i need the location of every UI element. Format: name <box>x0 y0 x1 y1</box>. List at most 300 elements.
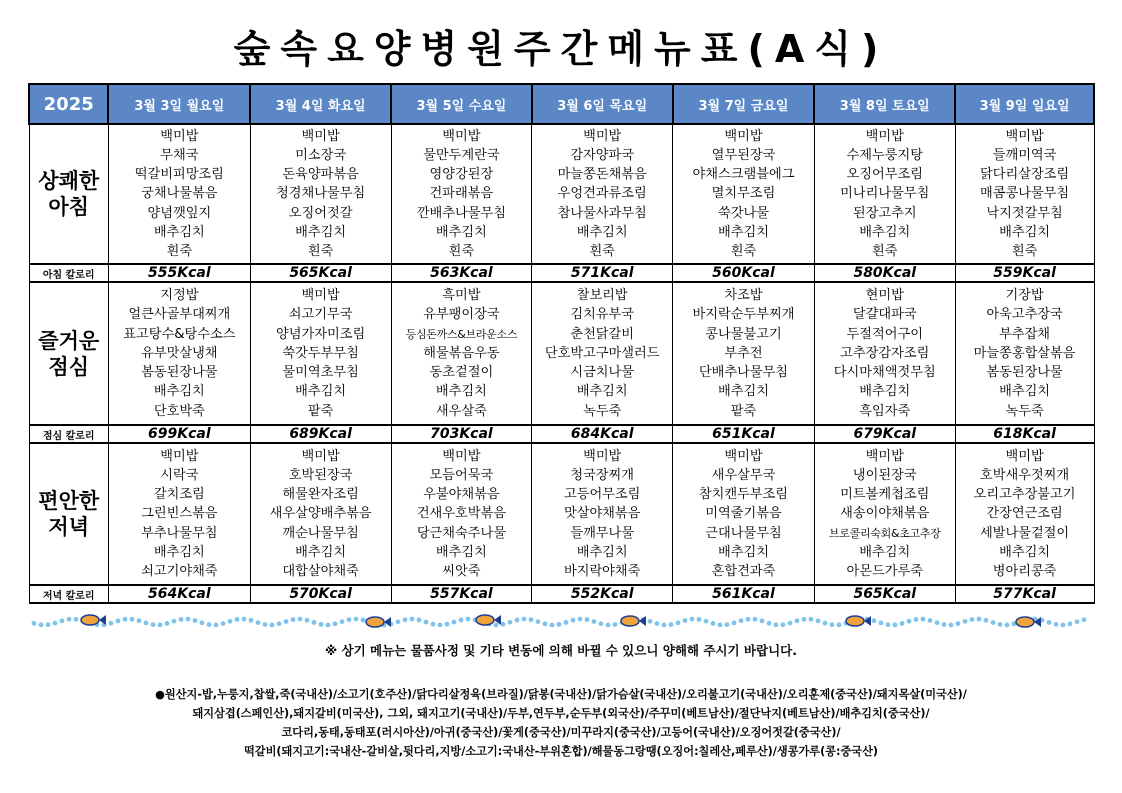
dish-item: 찰보리밥 <box>576 288 628 304</box>
dish-item: 팥죽 <box>730 403 757 419</box>
wave-dot <box>767 621 772 626</box>
wave-dot <box>823 621 828 626</box>
dish-item: 기장밥 <box>1005 288 1044 304</box>
dish-item: 달걀대파국 <box>852 307 917 323</box>
dish-item: 콩나물불고기 <box>705 326 782 342</box>
day-header: 3월 6일 목요일 <box>532 84 673 124</box>
dish-item: 백미밥 <box>865 448 904 464</box>
dish-item: 물만두계란국 <box>423 147 500 163</box>
wave-dot <box>704 619 709 624</box>
dish-item: 해물볶음우동 <box>423 345 500 361</box>
dish-list <box>673 447 814 581</box>
kcal-value: 557Kcal <box>391 585 532 603</box>
kcal-value: 684Kcal <box>532 425 673 443</box>
dish-item: 배추김치 <box>859 384 911 400</box>
dish-item: 새우살죽 <box>435 403 487 419</box>
wave-dot <box>907 619 912 624</box>
wave-dot <box>683 618 688 623</box>
dish-item: 시락국 <box>160 467 199 483</box>
wave-dot <box>669 622 674 627</box>
menu-cell <box>250 443 391 585</box>
dish-item: 배추김치 <box>576 384 628 400</box>
dish-list <box>956 447 1094 581</box>
dish-item: 흰죽 <box>448 244 475 259</box>
wave-dot <box>942 622 947 627</box>
dish-item: 바지락순두부찌개 <box>692 307 795 323</box>
day-header: 3월 3일 월요일 <box>108 84 250 124</box>
day-header: 3월 9일 일요일 <box>955 84 1094 124</box>
menu-cell <box>673 282 815 425</box>
dish-item: 건새우호박볶음 <box>416 506 506 522</box>
dish-item: 동초겉절이 <box>429 365 494 381</box>
wave-dot <box>816 618 821 623</box>
dish-item: 배추김치 <box>576 544 628 560</box>
dish-item: 참나물사과무침 <box>557 205 647 221</box>
dish-item: 오리고추장불고기 <box>973 487 1076 503</box>
dish-item: 배추김치 <box>295 224 347 240</box>
wave-dot <box>396 619 401 624</box>
dish-item: 얼큰사골부대찌개 <box>128 307 231 323</box>
year-cell: 2025 <box>29 84 108 124</box>
wave-dot <box>137 618 142 623</box>
wave-dot <box>291 617 296 622</box>
kcal-value: 559Kcal <box>955 264 1094 282</box>
kcal-value: 560Kcal <box>673 264 815 282</box>
dish-item: 부추전 <box>724 345 763 361</box>
menu-cell <box>250 282 391 425</box>
dish-item: 해물완자조림 <box>282 487 359 503</box>
dish-item: 멸치무조림 <box>711 186 776 202</box>
dish-item: 백미밥 <box>724 128 763 144</box>
kcal-value: 571Kcal <box>532 264 673 282</box>
dish-list <box>532 286 672 420</box>
wave-dot <box>361 618 366 623</box>
wave-dot <box>193 618 198 623</box>
dish-item: 마늘쫑돈채볶음 <box>557 167 647 183</box>
dish-item: 혼합견과죽 <box>711 564 776 579</box>
dish-item: 흰죽 <box>589 244 615 259</box>
dish-list <box>109 127 250 261</box>
wave-dot <box>1082 617 1087 622</box>
wave-dot <box>970 617 975 622</box>
meal-row-lunch <box>29 282 1094 425</box>
wave-dot <box>452 620 457 625</box>
dish-item: 배추김치 <box>859 224 911 240</box>
dish-list <box>673 286 814 420</box>
wave-dot <box>543 621 548 626</box>
wave-dot <box>697 617 702 622</box>
dish-item: 양념깻잎지 <box>147 205 212 221</box>
dish-item: 다시마채액젓무침 <box>833 365 936 381</box>
dish-item: 대합살야채죽 <box>282 564 359 579</box>
wave-dot <box>39 622 44 627</box>
dish-item: 들깨미역국 <box>992 147 1057 163</box>
dish-item: 호박새우젓찌개 <box>979 467 1070 483</box>
menu-cell <box>391 282 532 425</box>
menu-cell <box>532 282 673 425</box>
wave-dot <box>249 618 254 623</box>
dish-item: 배추김치 <box>435 384 487 400</box>
dish-list <box>392 286 532 420</box>
dish-item: 백미밥 <box>301 288 340 304</box>
wave-dot <box>557 622 562 627</box>
dish-item: 브로콜리숙회&초고추장 <box>828 526 941 540</box>
meal-label: 상쾌한 아침 <box>29 124 108 264</box>
wave-dot <box>648 619 653 624</box>
dish-item: 냉이된장국 <box>852 467 917 483</box>
wave-dot <box>1054 622 1059 627</box>
wave-dot <box>676 620 681 625</box>
wave-dot <box>207 622 212 627</box>
wave-dot <box>935 620 940 625</box>
dish-list <box>532 127 672 261</box>
wave-dot <box>354 617 359 622</box>
wave-dot <box>284 619 289 624</box>
wave-dot <box>256 620 261 625</box>
wave-dot <box>1005 623 1010 628</box>
dish-item: 단배추나물무침 <box>698 365 789 381</box>
dish-item: 야채스크램블에그 <box>692 167 795 183</box>
wave-dot <box>991 620 996 625</box>
wave-dot <box>774 622 779 627</box>
kcal-value: 564Kcal <box>108 585 250 603</box>
dish-item: 백미밥 <box>301 448 340 464</box>
menu-cell <box>955 282 1094 425</box>
day-header: 3월 4일 화요일 <box>250 84 391 124</box>
wave-dot <box>305 618 310 623</box>
wave-dot <box>690 617 695 622</box>
wave-dot <box>130 617 135 622</box>
dish-item: 미역줄기볶음 <box>705 506 782 522</box>
dish-item: 바지락야채죽 <box>563 564 641 579</box>
dish-item: 미나리나물무침 <box>840 186 930 202</box>
dish-item: 당근채숙주나물 <box>416 525 506 541</box>
dish-item: 흰죽 <box>730 244 757 259</box>
wave-dot <box>186 617 191 622</box>
wave-dot <box>585 617 590 622</box>
dish-item: 배추김치 <box>153 384 205 400</box>
wave-dot <box>53 621 58 626</box>
wave-dot <box>333 621 338 626</box>
wave-dot <box>872 618 877 623</box>
dish-item: 녹두죽 <box>583 403 622 419</box>
meal-row-dinner <box>29 443 1094 585</box>
wave-dot <box>984 618 989 623</box>
wave-dot <box>410 617 415 622</box>
dish-item: 고등어무조림 <box>563 487 641 503</box>
kcal-value: 563Kcal <box>391 264 532 282</box>
dish-item: 백미밥 <box>301 128 340 144</box>
wave-dot <box>319 622 324 627</box>
dish-list <box>673 127 814 261</box>
wave-dot <box>494 623 499 628</box>
menu-cell <box>250 124 391 264</box>
dish-item: 흑임자죽 <box>859 403 911 419</box>
wave-dot <box>424 620 429 625</box>
kcal-value: 689Kcal <box>250 425 391 443</box>
wave-decoration <box>30 612 1092 632</box>
kcal-value: 552Kcal <box>532 585 673 603</box>
dish-item: 유부맛살냉채 <box>141 345 218 361</box>
wave-dot <box>522 617 527 622</box>
dish-item: 오징어무조림 <box>846 167 923 183</box>
dish-item: 단호박고구마샐러드 <box>544 345 660 361</box>
wave-dot <box>578 617 583 622</box>
dish-item: 맛살야채볶음 <box>563 506 641 522</box>
dish-item: 배추김치 <box>999 224 1051 240</box>
day-header: 3월 7일 금요일 <box>673 84 815 124</box>
dish-item: 열무된장국 <box>711 147 776 163</box>
wave-dot <box>599 621 604 626</box>
dish-item: 오징어젓갈 <box>288 205 353 221</box>
wave-dot <box>739 618 744 623</box>
dish-item: 흰죽 <box>1011 244 1038 259</box>
wave-dot <box>753 617 758 622</box>
dish-item: 청국장찌개 <box>570 467 635 483</box>
wave-dot <box>459 618 464 623</box>
dish-item: 봄동된장나물 <box>986 365 1063 381</box>
menu-cell <box>532 124 673 264</box>
dish-item: 세발나물겉절이 <box>979 525 1070 541</box>
dish-item: 배추김치 <box>717 544 769 560</box>
wave-dot <box>725 622 730 627</box>
dish-list <box>251 447 391 581</box>
wave-dot <box>977 617 982 622</box>
dish-item: 배추김치 <box>859 544 911 560</box>
dish-item: 쑥갓두부무침 <box>282 345 359 361</box>
dish-item: 매콤콩나물무침 <box>979 186 1070 202</box>
wave-dot <box>270 623 275 628</box>
wave-dot <box>242 617 247 622</box>
dish-item: 현미밥 <box>865 288 904 304</box>
dish-item: 참치캔두부조림 <box>698 487 789 503</box>
wave-dot <box>795 618 800 623</box>
dish-item: 감자양파국 <box>570 147 635 163</box>
dish-item: 새우살양배추볶음 <box>269 506 372 522</box>
day-header: 3월 5일 수요일 <box>391 84 532 124</box>
wave-dot <box>760 619 765 624</box>
menu-cell <box>955 443 1094 585</box>
wave-dot <box>235 617 240 622</box>
menu-cell <box>108 443 250 585</box>
wave-dot <box>802 617 807 622</box>
dish-list <box>956 127 1094 261</box>
wave-dot <box>655 621 660 626</box>
meal-label: 편안한 저녁 <box>29 443 108 585</box>
dish-item: 우불야채볶음 <box>423 487 500 503</box>
dish-item: 춘천닭갈비 <box>570 326 635 342</box>
dish-list <box>956 286 1094 420</box>
dish-item: 단호박죽 <box>153 403 205 419</box>
dish-item: 백미밥 <box>1005 128 1044 144</box>
origin-line: ●원산지-밥,누룽지,찹쌀,죽(국내산)/소고기(호주산)/닭다리살정육(브라질)/닭봉(국내산)/닭가슴살(국내산)/오리불고기(국내산)/오리훈제(중국산)/돼지목살(미국산)/ <box>155 688 967 701</box>
menu-cell <box>673 443 815 585</box>
dish-item: 배추김치 <box>717 384 769 400</box>
dish-item: 백미밥 <box>583 448 622 464</box>
dish-item: 궁채나물볶음 <box>141 186 218 202</box>
dish-item: 쑥갓나물 <box>717 205 769 221</box>
wave-dot <box>529 617 534 622</box>
dish-list <box>392 447 532 581</box>
weekly-menu-table <box>28 83 1095 604</box>
dish-item: 부추잡채 <box>999 326 1051 342</box>
wave-dot <box>165 621 170 626</box>
kcal-value: 679Kcal <box>814 425 955 443</box>
wave-dot <box>746 617 751 622</box>
dish-list <box>815 127 955 261</box>
wave-dot <box>879 621 884 626</box>
dish-item: 수제누룽지탕 <box>846 147 923 163</box>
dish-item: 호박된장국 <box>288 467 353 483</box>
dish-item: 차조밥 <box>724 288 763 304</box>
dish-list <box>109 286 250 420</box>
wave-dot <box>501 622 506 627</box>
wave-dot <box>179 617 184 622</box>
dish-item: 백미밥 <box>160 448 199 464</box>
dish-item: 백미밥 <box>442 448 481 464</box>
wave-dot <box>46 622 51 627</box>
dish-item: 흑미밥 <box>442 288 481 304</box>
wave-dot <box>613 622 618 627</box>
wave-dot <box>914 617 919 622</box>
kcal-value: 577Kcal <box>955 585 1094 603</box>
dish-item: 배추김치 <box>717 224 769 240</box>
wave-dot <box>60 618 65 623</box>
kcal-label: 저녁 칼로리 <box>29 585 108 603</box>
dish-item: 청경채나물무침 <box>276 186 366 202</box>
wave-dot <box>508 620 513 625</box>
dish-item: 갈치조림 <box>153 487 205 503</box>
origin-line: 코다리,동태,동태포(러시아산)/아귀(중국산)/꽃게(중국산)/미꾸라지(중국산)/고등어(국내산)/오징어젓갈(중국산)/ <box>281 726 841 739</box>
dish-list <box>251 127 391 261</box>
dish-item: 병아리콩죽 <box>992 564 1057 579</box>
menu-cell <box>108 124 250 264</box>
wave-dot <box>123 617 128 622</box>
dish-list <box>392 127 532 261</box>
header-row <box>29 84 1094 124</box>
wave-dot <box>515 618 520 623</box>
wave-dot <box>312 620 317 625</box>
wave-dot <box>298 617 303 622</box>
dish-item: 봄동된장나물 <box>141 365 218 381</box>
dish-item: 백미밥 <box>1005 448 1044 464</box>
dish-item: 시금치나물 <box>570 365 635 381</box>
meal-row-breakfast <box>29 124 1094 264</box>
wave-dot <box>32 621 37 626</box>
page-title: 숲속요양병원주간메뉴표(A식) <box>233 27 889 71</box>
menu-cell <box>108 282 250 425</box>
wave-dot <box>1047 620 1052 625</box>
dish-item: 된장고추지 <box>852 205 917 221</box>
dish-item: 흰죽 <box>166 244 193 259</box>
dish-list <box>532 447 672 581</box>
dish-item: 깨순나물무침 <box>282 525 359 541</box>
meal-label: 즐거운 점심 <box>29 282 108 425</box>
dish-list <box>109 447 250 581</box>
dish-item: 흰죽 <box>307 244 334 259</box>
wave-dot <box>718 622 723 627</box>
wave-dot <box>606 623 611 628</box>
dish-item: 쇠고기야채죽 <box>141 564 218 579</box>
kcal-row <box>29 425 1094 443</box>
wave-dot <box>403 617 408 622</box>
dish-item: 간장연근조림 <box>986 506 1063 522</box>
wave-dot <box>592 619 597 624</box>
dish-item: 마늘쫑홍합살볶음 <box>973 345 1076 361</box>
dish-item: 배추김치 <box>153 544 205 560</box>
dish-item: 씨앗죽 <box>442 564 481 579</box>
menu-cell <box>391 124 532 264</box>
kcal-value: 703Kcal <box>391 425 532 443</box>
dish-item: 녹두죽 <box>1005 403 1044 419</box>
wave-dot <box>788 621 793 626</box>
wave-dot <box>956 621 961 626</box>
dish-item: 두절적어구이 <box>846 326 923 342</box>
dish-list <box>251 286 391 420</box>
dish-item: 백미밥 <box>724 448 763 464</box>
wave-dot <box>228 619 233 624</box>
dish-item: 그린빈스볶음 <box>141 506 218 522</box>
menu-cell <box>673 124 815 264</box>
wave-dot <box>536 619 541 624</box>
wave-dot <box>1068 621 1073 626</box>
fish-icon <box>366 617 391 627</box>
dish-item: 새우살무국 <box>711 467 776 483</box>
wave-dot <box>809 617 814 622</box>
wave-dot <box>116 619 121 624</box>
dish-item: 깐배추나물무침 <box>416 205 506 221</box>
wave-dot <box>963 619 968 624</box>
dish-item: 배추김치 <box>153 224 205 240</box>
dish-item: 들깨무나물 <box>570 525 635 541</box>
wave-dot <box>998 622 1003 627</box>
dish-item: 영양강된장 <box>429 167 494 183</box>
dish-item: 쇠고기무국 <box>288 307 353 323</box>
wave-dot <box>221 621 226 626</box>
dish-item: 백미밥 <box>160 128 199 144</box>
kcal-row <box>29 264 1094 282</box>
wave-dot <box>921 617 926 622</box>
wave-dot <box>74 617 79 622</box>
wave-dot <box>900 621 905 626</box>
dish-item: 배추김치 <box>295 384 347 400</box>
wave-dot <box>893 622 898 627</box>
menu-cell <box>532 443 673 585</box>
wave-dot <box>830 622 835 627</box>
dish-item: 백미밥 <box>442 128 481 144</box>
dish-item: 떡갈비피망조림 <box>134 167 224 183</box>
wave-dot <box>431 622 436 627</box>
dish-item: 아욱고추장국 <box>986 307 1063 323</box>
wave-dot <box>928 618 933 623</box>
wave-dot <box>109 621 114 626</box>
wave-dot <box>662 623 667 628</box>
dish-item: 닭다리살장조림 <box>979 167 1070 183</box>
dish-item: 양념가자미조림 <box>276 326 366 342</box>
wave-dot <box>886 622 891 627</box>
dish-item: 등심돈까스&브라운소스 <box>405 327 518 341</box>
wave-dot <box>151 622 156 627</box>
kcal-value: 565Kcal <box>814 585 955 603</box>
day-header: 3월 8일 토요일 <box>814 84 955 124</box>
dish-item: 지정밥 <box>160 288 199 304</box>
wave-dot <box>172 619 177 624</box>
origin-info <box>40 685 1082 761</box>
dish-item: 근대나물무침 <box>705 525 782 541</box>
kcal-value: 651Kcal <box>673 425 815 443</box>
wave-dot <box>732 621 737 626</box>
wave-dot <box>949 623 954 628</box>
